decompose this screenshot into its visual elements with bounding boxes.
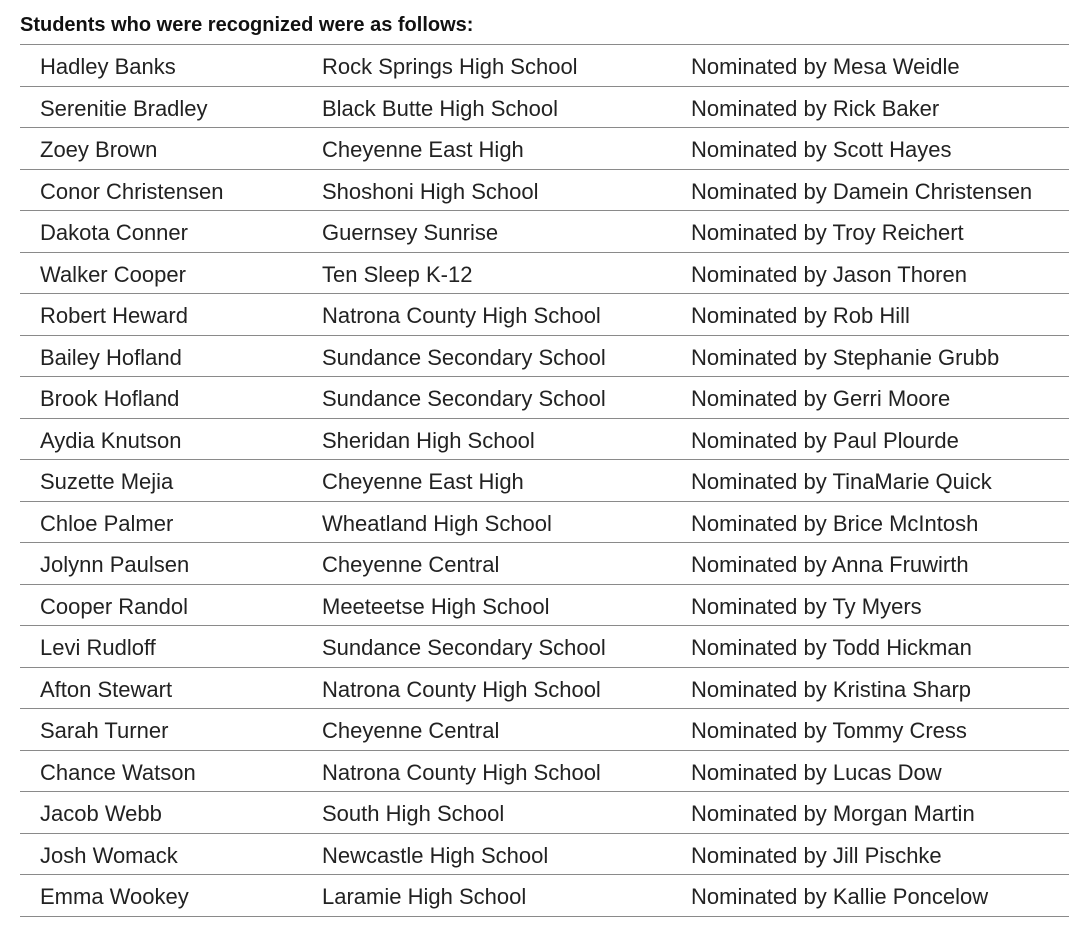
school-name: Natrona County High School bbox=[322, 303, 601, 328]
school-name: Cheyenne Central bbox=[322, 718, 500, 743]
school-name: Sheridan High School bbox=[322, 427, 535, 453]
school-name: Rock Springs High School bbox=[322, 54, 578, 79]
school-name: South High School bbox=[322, 801, 505, 826]
nominator: Nominated by Anna Fruwirth bbox=[691, 552, 969, 577]
nominator: Nominated by Kallie Poncelow bbox=[691, 884, 989, 909]
nominator: Nominated by Stephanie Grubb bbox=[691, 344, 1000, 370]
student-name: Brook Hofland bbox=[40, 386, 180, 411]
student-name: Cooper Randol bbox=[40, 593, 188, 619]
nominator: Nominated by Tommy Cress bbox=[691, 718, 967, 743]
nominator: Nominated by Brice McIntosh bbox=[691, 510, 979, 536]
student-name: Afton Stewart bbox=[40, 676, 173, 702]
table-row bbox=[20, 585, 1069, 627]
nominator: Nominated by Ty Myers bbox=[691, 593, 922, 619]
student-name: Serenitie Bradley bbox=[40, 95, 208, 121]
student-name: Suzette Mejia bbox=[40, 469, 174, 494]
school-name: Guernsey Sunrise bbox=[322, 220, 499, 245]
student-name: Hadley Banks bbox=[40, 54, 176, 79]
nominator: Nominated by Gerri Moore bbox=[691, 386, 951, 411]
nominator: Nominated by Kristina Sharp bbox=[691, 676, 972, 702]
table-row bbox=[20, 543, 1069, 585]
student-name: Conor Christensen bbox=[40, 178, 224, 204]
student-name: Aydia Knutson bbox=[40, 427, 182, 453]
table-row bbox=[20, 253, 1069, 295]
table-row bbox=[20, 834, 1069, 876]
student-name: Bailey Hofland bbox=[40, 344, 182, 370]
school-name: Cheyenne East High bbox=[322, 469, 524, 494]
school-name: Sundance Secondary School bbox=[322, 635, 606, 660]
table-row bbox=[20, 128, 1069, 170]
school-name: Ten Sleep K-12 bbox=[322, 261, 473, 287]
nominator: Nominated by Rick Baker bbox=[691, 95, 940, 121]
table-row bbox=[20, 87, 1069, 129]
nominator: Nominated by Jason Thoren bbox=[691, 261, 967, 287]
school-name: Sundance Secondary School bbox=[322, 344, 606, 370]
student-name: Zoey Brown bbox=[40, 137, 158, 162]
student-name: Walker Cooper bbox=[40, 261, 186, 287]
school-name: Laramie High School bbox=[322, 884, 527, 909]
table-row bbox=[20, 792, 1069, 834]
table-row bbox=[20, 419, 1069, 461]
nominator: Nominated by Mesa Weidle bbox=[691, 54, 960, 79]
student-name: Levi Rudloff bbox=[40, 635, 156, 660]
nominator: Nominated by Jill Pischke bbox=[691, 842, 942, 868]
nominator: Nominated by Lucas Dow bbox=[691, 759, 942, 785]
table-row bbox=[20, 211, 1069, 253]
student-name: Emma Wookey bbox=[40, 884, 189, 909]
school-name: Cheyenne Central bbox=[322, 552, 500, 577]
student-name: Chance Watson bbox=[40, 759, 196, 785]
school-name: Cheyenne East High bbox=[322, 137, 524, 162]
table-row bbox=[20, 502, 1069, 544]
page-title: Students who were recognized were as follows: bbox=[20, 14, 474, 36]
table-row bbox=[20, 377, 1069, 419]
nominator: Nominated by TinaMarie Quick bbox=[691, 469, 992, 494]
table-row bbox=[20, 460, 1069, 502]
nominator: Nominated by Rob Hill bbox=[691, 303, 910, 328]
table-row bbox=[20, 294, 1069, 336]
school-name: Natrona County High School bbox=[322, 676, 601, 702]
table-row bbox=[20, 668, 1069, 710]
school-name: Newcastle High School bbox=[322, 842, 549, 868]
school-name: Black Butte High School bbox=[322, 95, 559, 121]
school-name: Wheatland High School bbox=[322, 510, 552, 536]
recognized-students-table bbox=[20, 44, 1069, 917]
nominator: Nominated by Todd Hickman bbox=[691, 635, 972, 660]
table-row bbox=[20, 875, 1069, 917]
table-row bbox=[20, 336, 1069, 378]
student-name: Josh Womack bbox=[40, 842, 178, 868]
student-name: Jolynn Paulsen bbox=[40, 552, 190, 577]
school-name: Shoshoni High School bbox=[322, 178, 539, 204]
nominator: Nominated by Scott Hayes bbox=[691, 137, 952, 162]
nominator: Nominated by Troy Reichert bbox=[691, 220, 964, 245]
school-name: Meeteetse High School bbox=[322, 593, 550, 619]
student-name: Robert Heward bbox=[40, 303, 188, 328]
school-name: Natrona County High School bbox=[322, 759, 601, 785]
table-row bbox=[20, 45, 1069, 87]
table-row bbox=[20, 626, 1069, 668]
nominator: Nominated by Damein Christensen bbox=[691, 178, 1033, 204]
nominator: Nominated by Morgan Martin bbox=[691, 801, 975, 826]
table-row bbox=[20, 709, 1069, 751]
student-name: Jacob Webb bbox=[40, 801, 162, 826]
student-name: Chloe Palmer bbox=[40, 510, 174, 536]
table-row bbox=[20, 170, 1069, 212]
table-row bbox=[20, 751, 1069, 793]
student-name: Dakota Conner bbox=[40, 220, 188, 245]
school-name: Sundance Secondary School bbox=[322, 386, 606, 411]
student-name: Sarah Turner bbox=[40, 718, 169, 743]
nominator: Nominated by Paul Plourde bbox=[691, 427, 959, 453]
